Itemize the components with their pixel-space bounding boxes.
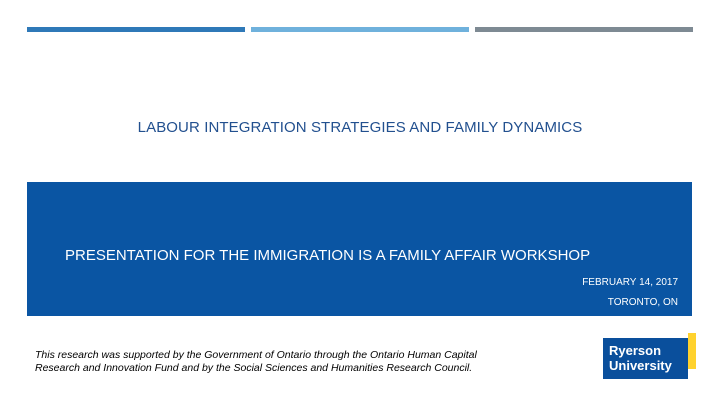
logo-accent — [688, 333, 696, 369]
subtitle-band — [27, 182, 692, 316]
top-bar-1 — [27, 27, 245, 32]
funding-note — [35, 349, 575, 375]
top-bar-3 — [475, 27, 693, 32]
top-bar-2 — [251, 27, 469, 32]
funding-note-line-2: Research and Innovation Fund and by the Social Sciences and Humanities Research Council. — [35, 362, 473, 374]
presentation-date: FEBRUARY 14, 2017 — [582, 277, 678, 288]
ryerson-logo — [603, 338, 688, 379]
logo-line-2: University — [609, 358, 672, 373]
slide-subtitle: PRESENTATION FOR THE IMMIGRATION IS A FAMILY AFFAIR WORKSHOP — [65, 247, 591, 264]
slide-title: LABOUR INTEGRATION STRATEGIES AND FAMILY DYNAMICS — [137, 119, 583, 136]
presentation-location: TORONTO, ON — [607, 297, 678, 308]
logo-line-1: Ryerson — [609, 343, 662, 358]
funding-note-line-1: This research was supported by the Government of Ontario through the Ontario Human Capital — [35, 349, 477, 361]
